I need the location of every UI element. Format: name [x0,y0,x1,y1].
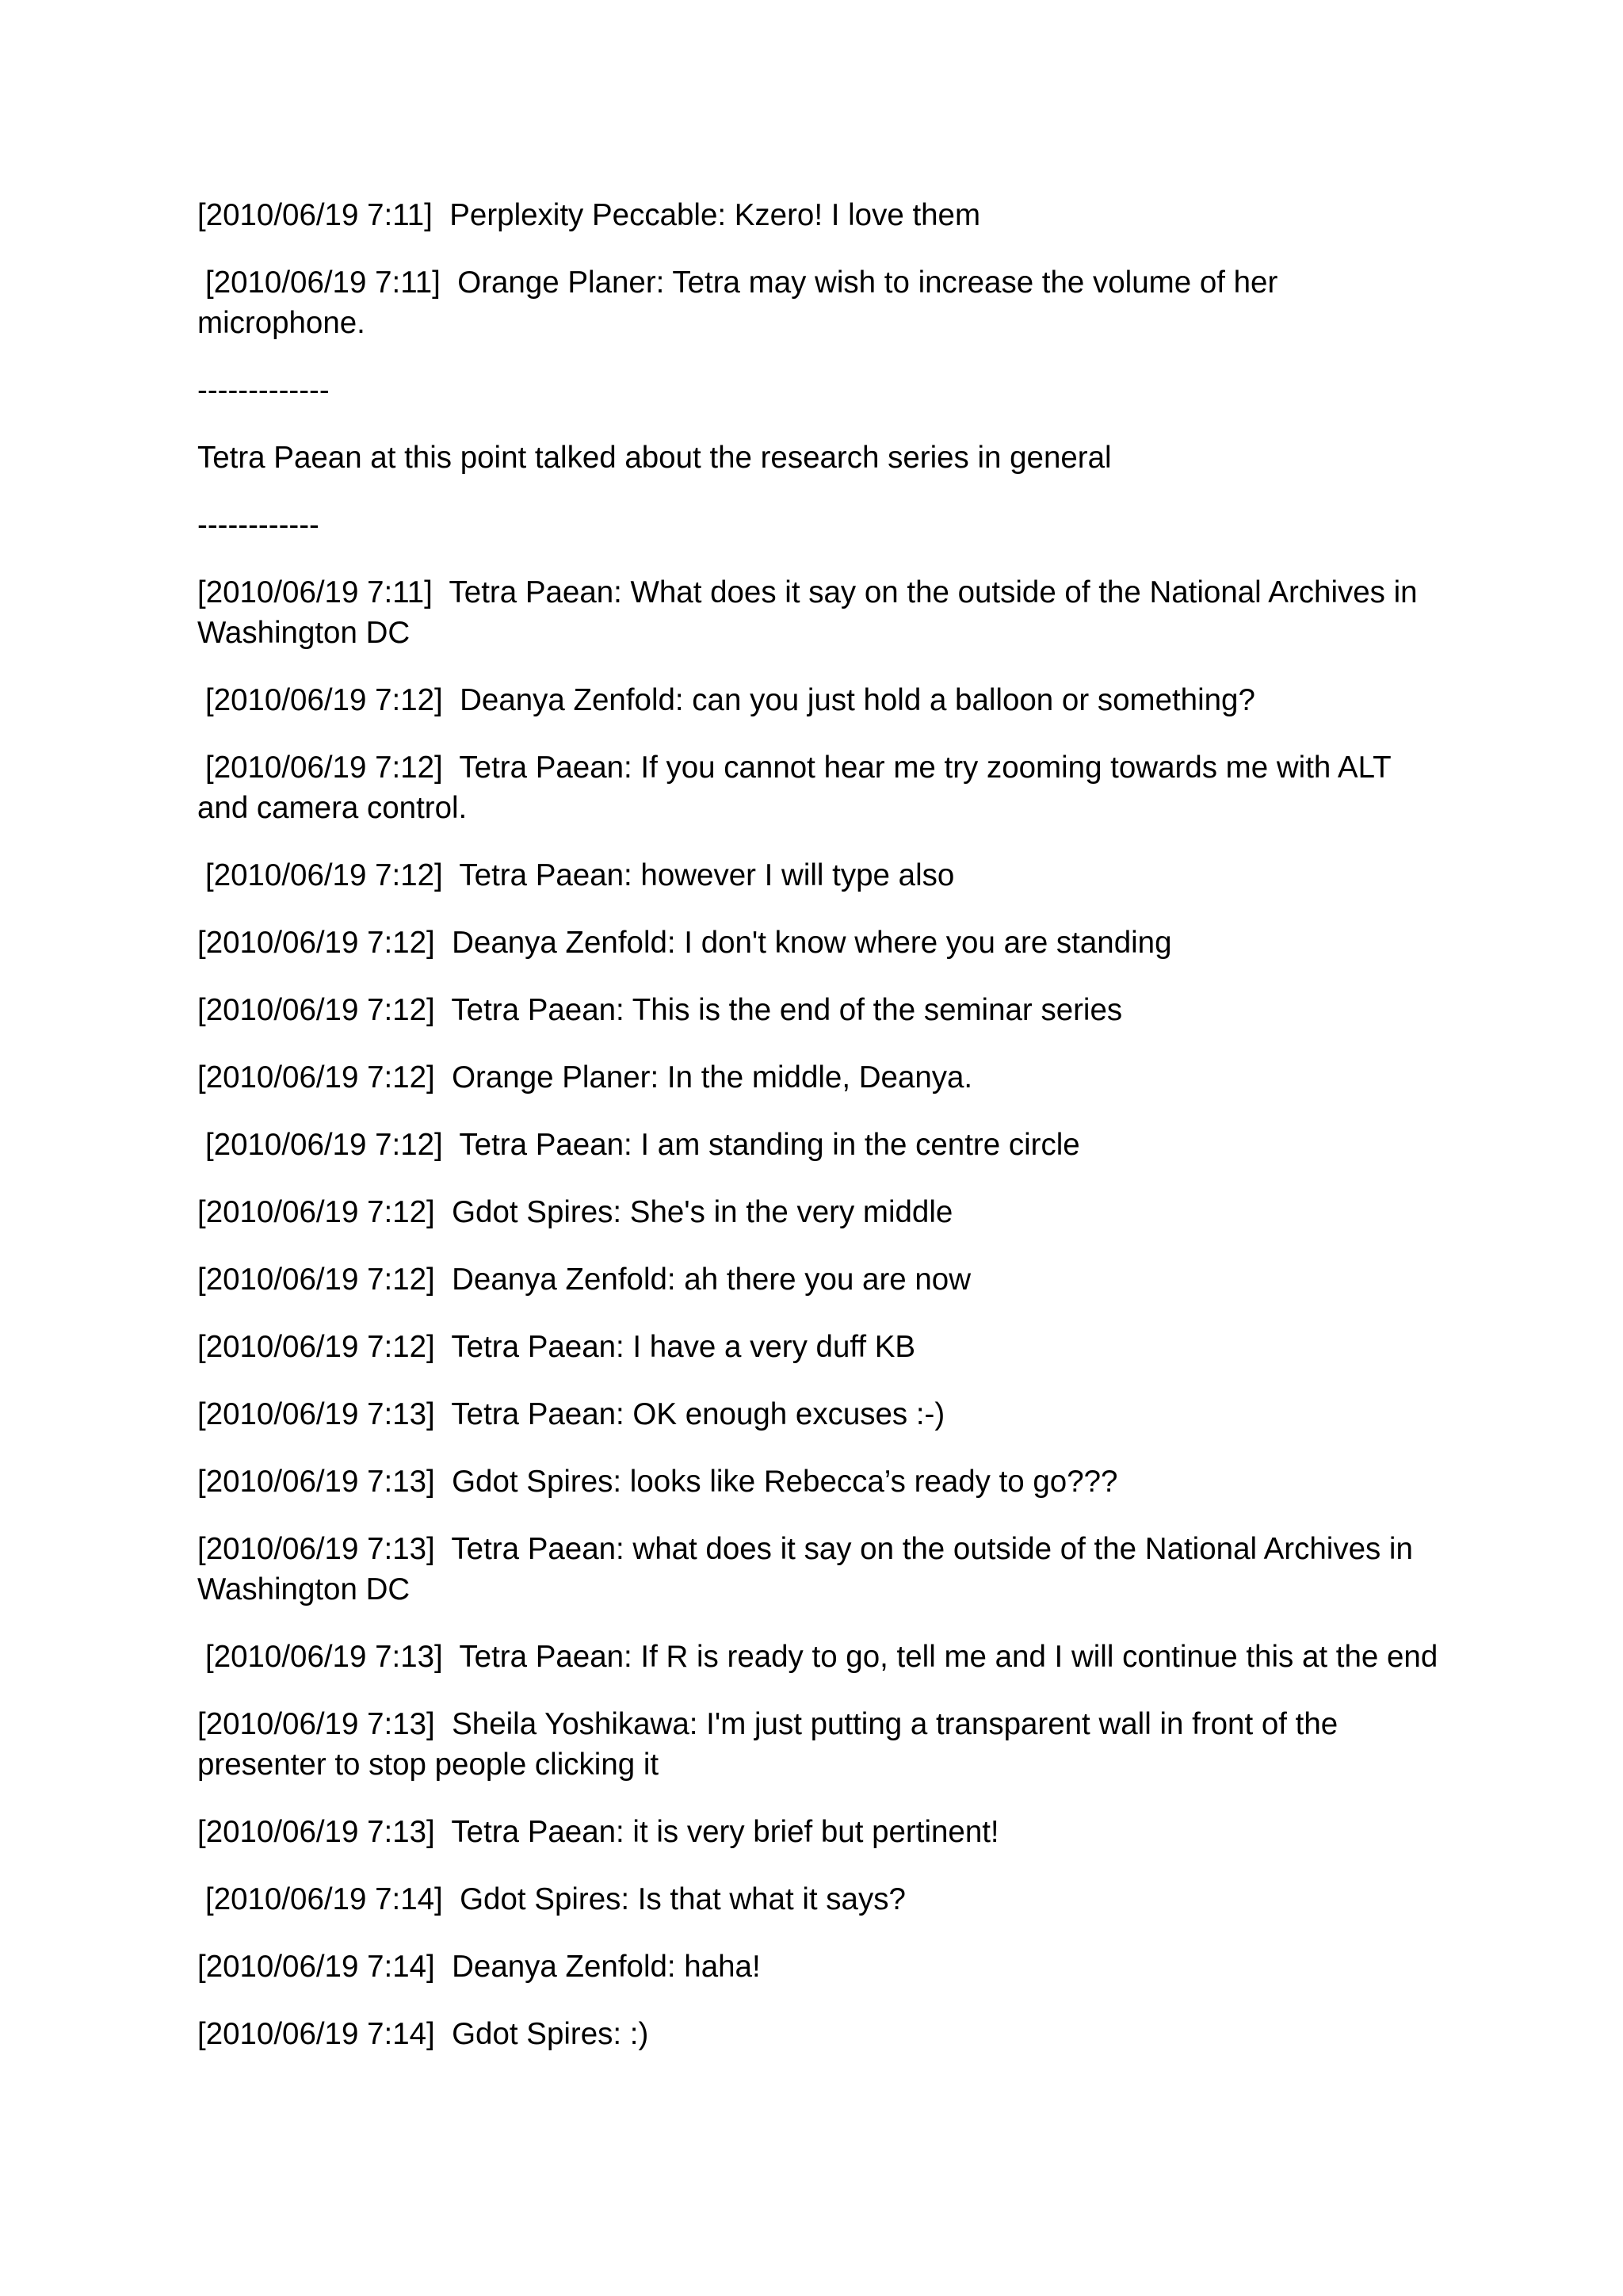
chat-entry: [2010/06/19 7:12] Gdot Spires: She's in the very middle [197,1195,953,1229]
chat-entry: [2010/06/19 7:13] Tetra Paean: OK enough excuses :-) [197,1397,945,1431]
chat-entry: [2010/06/19 7:14] Deanya Zenfold: haha! [197,1950,761,1984]
chat-entry: [2010/06/19 7:13] Tetra Paean: what does it say on the outside of the National Archives in Washington DC [197,1532,1422,1606]
chat-entry: [2010/06/19 7:13] Tetra Paean: it is very brief but pertinent! [197,1815,999,1849]
chat-entry: [2010/06/19 7:12] Orange Planer: In the middle, Deanya. [197,1060,973,1095]
chat-entry: [2010/06/19 7:14] Gdot Spires: :) [197,2017,649,2051]
chat-entry: [2010/06/19 7:13] Tetra Paean: If R is ready to go, tell me and I will continue this at the end [205,1640,1438,1674]
chat-entry: [2010/06/19 7:12] Tetra Paean: I have a very duff KB [197,1330,916,1364]
chat-entry: [2010/06/19 7:13] Sheila Yoshikawa: I'm just putting a transparent wall in front of the presenter to stop people clicking it [197,1707,1346,1782]
chat-entry: [2010/06/19 7:12] Tetra Paean: however I will type also [205,858,955,892]
chat-entry: [2010/06/19 7:12] Tetra Paean: I am standing in the centre circle [205,1128,1080,1162]
separator-line: ------------ [197,508,319,542]
chat-entry: [2010/06/19 7:12] Deanya Zenfold: can you just hold a balloon or something? [205,683,1255,717]
chat-entry: [2010/06/19 7:12] Tetra Paean: If you cannot hear me try zooming towards me with ALT and camera control. [197,751,1400,825]
chat-entry: [2010/06/19 7:13] Gdot Spires: looks like Rebecca’s ready to go??? [197,1465,1118,1499]
chat-entry: [2010/06/19 7:12] Deanya Zenfold: ah there you are now [197,1263,972,1297]
separator-line: ------------- [197,373,330,407]
chat-entry: [2010/06/19 7:12] Tetra Paean: This is the end of the seminar series [197,993,1123,1027]
narration-note: Tetra Paean at this point talked about the research series in general [197,441,1112,475]
chat-entry: [2010/06/19 7:11] Perplexity Peccable: Kzero! I love them [197,198,981,232]
chat-entry: [2010/06/19 7:11] Tetra Paean: What does it say on the outside of the National Archives in Washington DC [197,575,1426,650]
chat-entry: [2010/06/19 7:12] Deanya Zenfold: I don't know where you are standing [197,926,1172,960]
chat-entry: [2010/06/19 7:11] Orange Planer: Tetra may wish to increase the volume of her microphone. [197,266,1286,340]
chat-entry: [2010/06/19 7:14] Gdot Spires: Is that what it says? [205,1882,906,1916]
chat-transcript [197,195,1442,2081]
